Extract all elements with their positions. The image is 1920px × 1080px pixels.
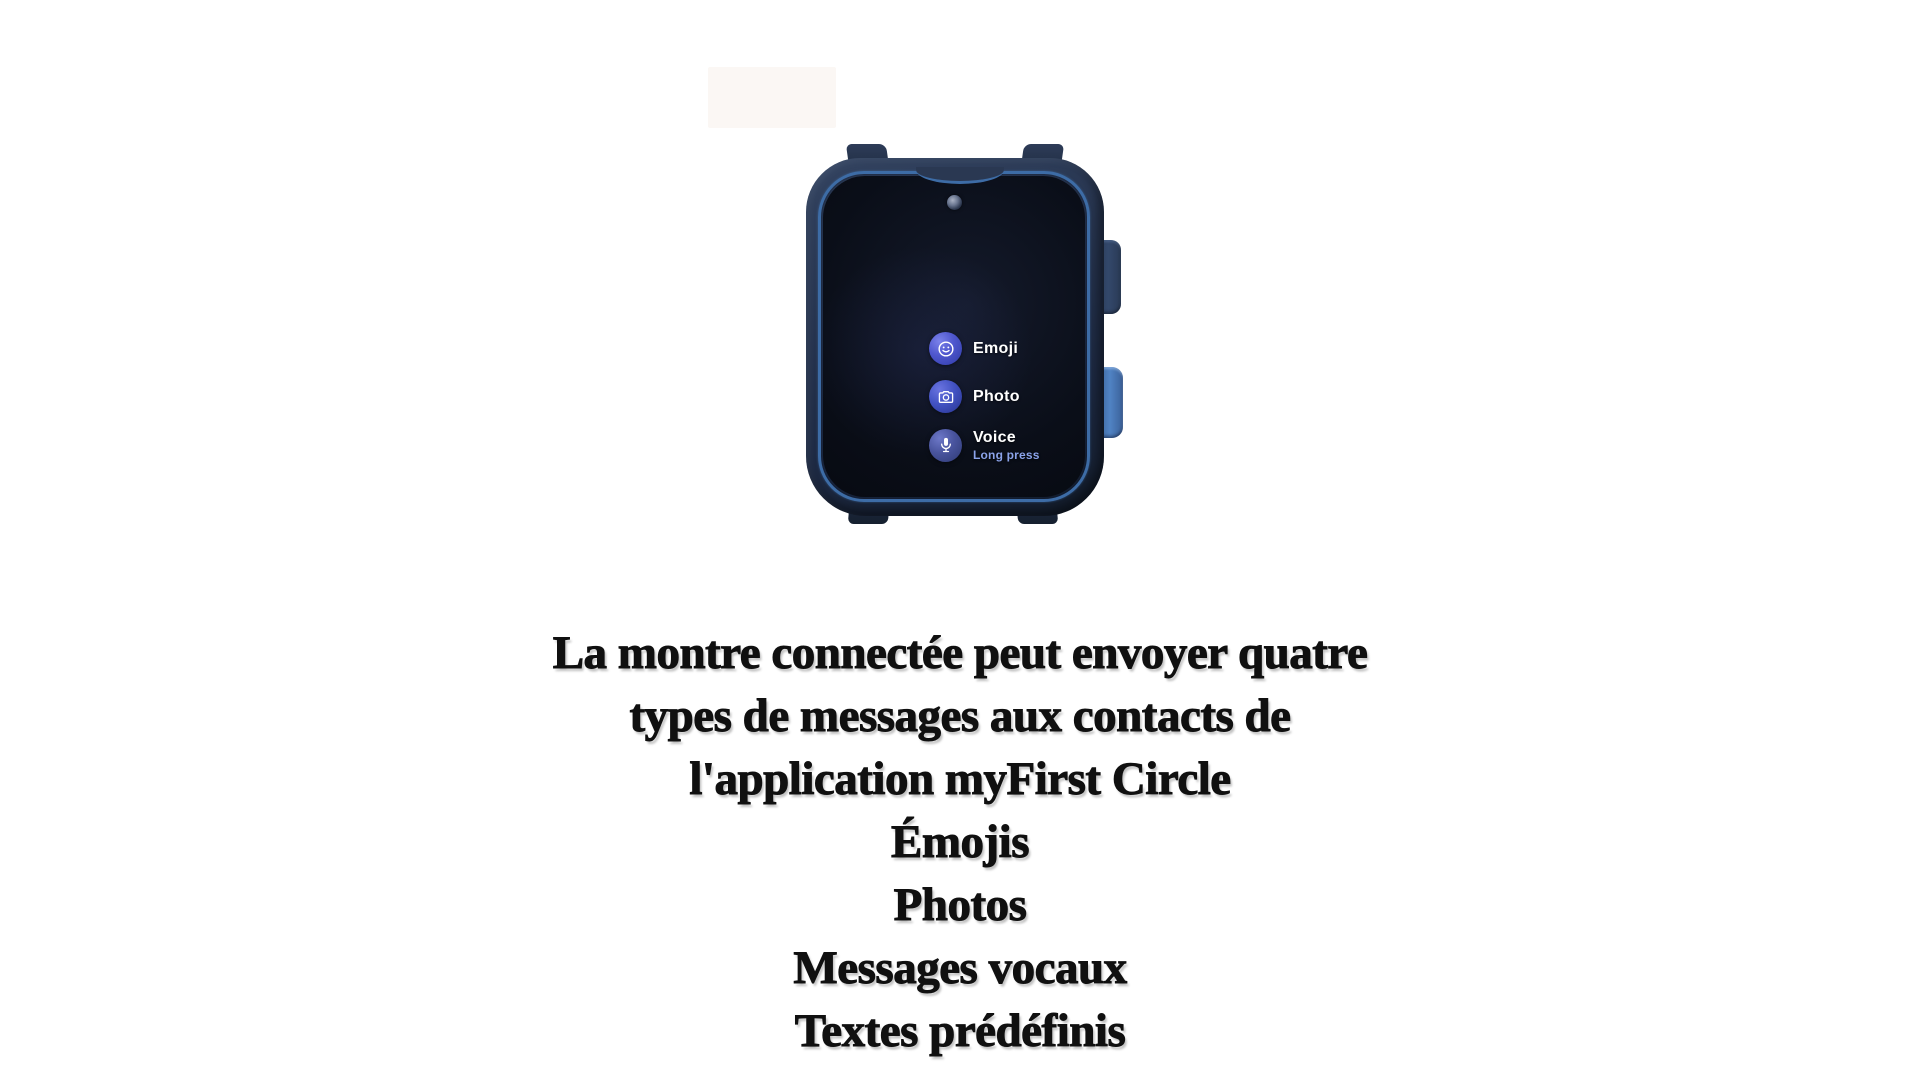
- smiley-icon: [929, 332, 962, 365]
- smartwatch-photo: [790, 120, 1150, 550]
- menu-item-photo: [929, 380, 1040, 413]
- background-artifact: [708, 67, 836, 128]
- caption-line: La montre connectée peut envoyer quatre: [552, 627, 1368, 679]
- microphone-icon: [929, 429, 962, 462]
- menu-item-label: Emoji: [973, 340, 1019, 357]
- menu-item-emoji: [929, 332, 1040, 365]
- watch-screen-menu: [929, 332, 1040, 462]
- menu-item-voice: [929, 428, 1040, 462]
- caption: [0, 622, 1920, 1063]
- menu-item-text: [973, 428, 1040, 462]
- caption-line: l'application myFirst Circle: [689, 753, 1231, 805]
- caption-line: types de messages aux contacts de: [629, 690, 1291, 742]
- menu-item-label: Voice: [973, 429, 1016, 446]
- caption-line: Messages vocaux: [793, 942, 1127, 994]
- caption-line: Photos: [893, 879, 1027, 931]
- front-camera-icon: [947, 195, 962, 210]
- menu-item-sublabel: Long press: [973, 448, 1040, 462]
- menu-item-label: Photo: [973, 388, 1020, 405]
- camera-icon: [929, 380, 962, 413]
- watch-screen: [823, 176, 1085, 497]
- caption-line: Textes prédéfinis: [794, 1005, 1126, 1057]
- caption-line: Émojis: [891, 816, 1029, 868]
